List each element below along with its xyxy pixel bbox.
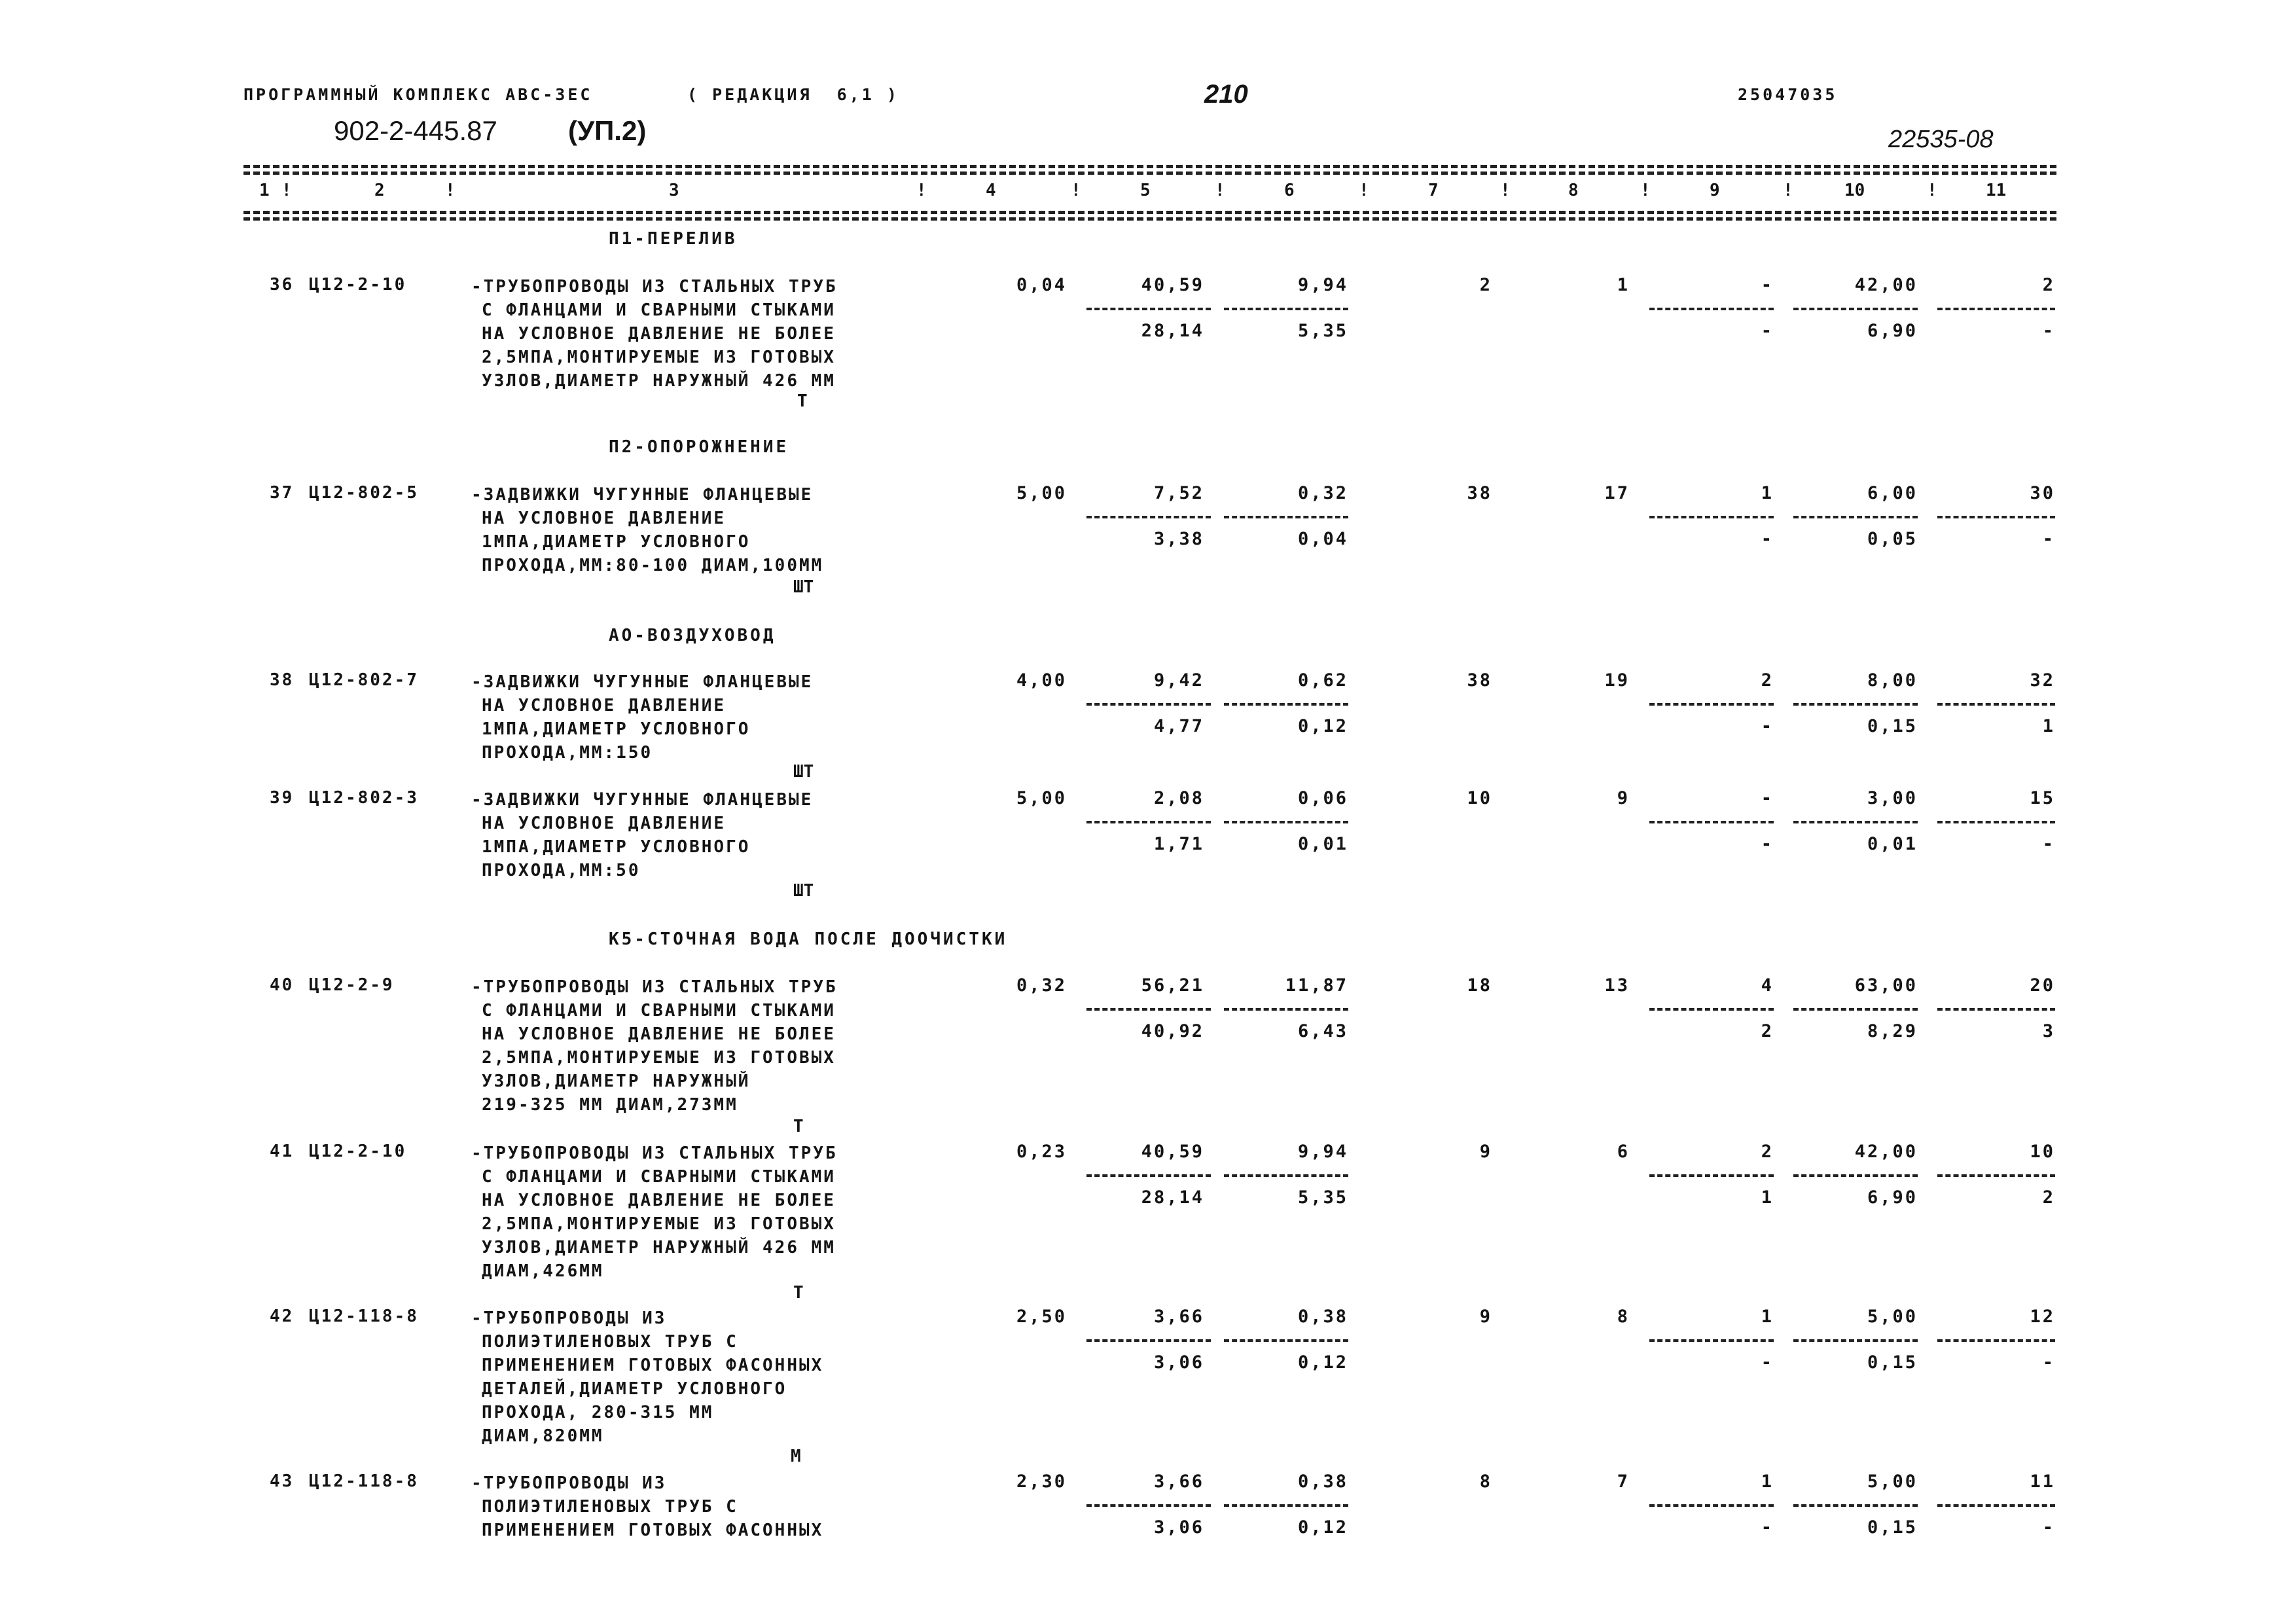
- row-description-line: ПРОХОДА,ММ:80-100 ДИАМ,100ММ: [482, 556, 824, 575]
- cell-col9: 1: [1761, 483, 1774, 503]
- cell-col5-sub: 1,71: [1153, 834, 1204, 854]
- cell-col11: 2: [2042, 275, 2055, 295]
- cell-divider: [1937, 308, 2055, 310]
- cell-divider: [1086, 1008, 1211, 1011]
- row-description-line: -ТРУБОПРОВОДЫ ИЗ СТАЛЬНЫХ ТРУБ: [471, 1144, 838, 1163]
- row-number: 36: [270, 275, 295, 295]
- cell-col6-sub: 0,01: [1297, 834, 1348, 854]
- program-name: ПРОГРАММНЫЙ КОМПЛЕКС АВС-3ЕС: [243, 85, 593, 104]
- cell-col11-sub: 1: [2042, 716, 2055, 736]
- cell-col11-sub: -: [2042, 1517, 2055, 1538]
- row-description-line: ПОЛИЭТИЛЕНОВЫХ ТРУБ С: [482, 1332, 738, 1352]
- cell-col8: 13: [1604, 975, 1630, 996]
- cell-col4: 0,23: [1016, 1142, 1067, 1162]
- cell-col5-sub: 4,77: [1153, 716, 1204, 736]
- cell-col9-sub: -: [1761, 834, 1774, 854]
- cell-col11-sub: 3: [2042, 1021, 2055, 1041]
- section-title: П1-ПЕРЕЛИВ: [609, 229, 738, 249]
- row-description-line: ПРОХОДА,ММ:50: [482, 861, 641, 880]
- col-sep: !: [1359, 181, 1369, 200]
- cell-col9-sub: -: [1761, 1517, 1774, 1538]
- edition-label: ( РЕДАКЦИЯ 6,1 ): [687, 85, 899, 104]
- row-description-line: НА УСЛОВНОЕ ДАВЛЕНИЕ: [482, 696, 726, 715]
- cell-col8: 17: [1604, 483, 1630, 503]
- cell-col11-sub: -: [2042, 321, 2055, 341]
- col-sep: !: [1215, 181, 1225, 200]
- row-description-line: -ТРУБОПРОВОДЫ ИЗ СТАЛЬНЫХ ТРУБ: [471, 277, 838, 297]
- col-sep: !: [1783, 181, 1793, 200]
- row-description-line: -ЗАДВИЖКИ ЧУГУННЫЕ ФЛАНЦЕВЫЕ: [471, 790, 814, 810]
- cell-col4: 0,04: [1016, 275, 1067, 295]
- row-description-line: 2,5МПА,МОНТИРУЕМЫЕ ИЗ ГОТОВЫХ: [482, 348, 836, 367]
- cell-col10: 42,00: [1854, 275, 1918, 295]
- cell-col10-sub: 6,90: [1867, 321, 1918, 341]
- cell-col10-sub: 0,05: [1867, 529, 1918, 549]
- row-unit: Т: [793, 1283, 804, 1303]
- row-code: Ц12-118-8: [309, 1307, 419, 1326]
- cell-col6: 11,87: [1285, 975, 1348, 996]
- row-description-line: 219-325 ММ ДИАМ,273ММ: [482, 1095, 738, 1115]
- row-description-line: 1МПА,ДИАМЕТР УСЛОВНОГО: [482, 719, 751, 739]
- cell-col5: 56,21: [1141, 975, 1204, 996]
- cell-col11: 15: [2030, 788, 2055, 808]
- cell-col10-sub: 8,29: [1867, 1021, 1918, 1041]
- cell-col6: 0,06: [1297, 788, 1348, 808]
- row-code: Ц12-802-3: [309, 788, 419, 808]
- row-description-line: ДИАМ,426ММ: [482, 1261, 604, 1281]
- cell-col11-sub: -: [2042, 529, 2055, 549]
- cell-col6: 0,32: [1297, 483, 1348, 503]
- doc-number: 22535-08: [1888, 126, 1994, 153]
- col-header-7: 7: [1428, 181, 1439, 200]
- cell-divider: [1086, 1174, 1211, 1177]
- row-description-line: -ЗАДВИЖКИ ЧУГУННЫЕ ФЛАНЦЕВЫЕ: [471, 672, 814, 692]
- cell-col10-sub: 0,15: [1867, 1352, 1918, 1373]
- cell-col6: 0,38: [1297, 1471, 1348, 1492]
- cell-col9: 1: [1761, 1307, 1774, 1327]
- cell-col11: 11: [2030, 1471, 2055, 1492]
- cell-col5: 3,66: [1153, 1471, 1204, 1492]
- cell-divider: [1649, 308, 1774, 310]
- row-code: Ц12-802-5: [309, 483, 419, 503]
- row-code: Ц12-2-9: [309, 975, 395, 995]
- row-number: 41: [270, 1142, 295, 1161]
- cell-col10-sub: 0,15: [1867, 716, 1918, 736]
- cell-divider: [1649, 821, 1774, 823]
- row-description-line: -ТРУБОПРОВОДЫ ИЗ: [471, 1473, 667, 1493]
- cell-divider: [1224, 1174, 1348, 1177]
- cell-col5: 40,59: [1141, 275, 1204, 295]
- cell-col10-sub: 0,15: [1867, 1517, 1918, 1538]
- cell-divider: [1649, 516, 1774, 518]
- cell-col9-sub: 1: [1761, 1187, 1774, 1208]
- project-number: 902-2-445.87: [334, 115, 497, 146]
- cell-divider: [1086, 1339, 1211, 1342]
- cell-col11-sub: 2: [2042, 1187, 2055, 1208]
- cell-divider: [1649, 1008, 1774, 1011]
- cell-col11: 10: [2030, 1142, 2055, 1162]
- col-sep: !: [1927, 181, 1937, 200]
- row-description-line: -ТРУБОПРОВОДЫ ИЗ: [471, 1308, 667, 1328]
- cell-divider: [1937, 703, 2055, 706]
- cell-col6: 0,62: [1297, 670, 1348, 691]
- row-number: 43: [270, 1471, 295, 1491]
- row-number: 38: [270, 670, 295, 690]
- cell-col7: 10: [1467, 788, 1492, 808]
- section-title: АО-ВОЗДУХОВОД: [609, 626, 776, 645]
- cell-col11-sub: -: [2042, 1352, 2055, 1373]
- cell-col5-sub: 3,06: [1153, 1352, 1204, 1373]
- row-description-line: УЗЛОВ,ДИАМЕТР НАРУЖНЫЙ 426 ММ: [482, 1238, 836, 1257]
- cell-divider: [1937, 1008, 2055, 1011]
- cell-col10: 5,00: [1867, 1471, 1918, 1492]
- col-header-4: 4: [986, 181, 996, 200]
- cell-col5-sub: 28,14: [1141, 321, 1204, 341]
- cell-col9: -: [1761, 275, 1774, 295]
- cell-divider: [1224, 821, 1348, 823]
- cell-col10: 6,00: [1867, 483, 1918, 503]
- cell-col4: 0,32: [1016, 975, 1067, 996]
- cell-divider: [1793, 1504, 1918, 1507]
- cell-col9: -: [1761, 788, 1774, 808]
- row-description-line: ДЕТАЛЕЙ,ДИАМЕТР УСЛОВНОГО: [482, 1379, 787, 1399]
- col-header-8: 8: [1568, 181, 1579, 200]
- row-description-line: УЗЛОВ,ДИАМЕТР НАРУЖНЫЙ: [482, 1072, 751, 1091]
- header-top-rule-2: [243, 171, 2056, 175]
- row-number: 40: [270, 975, 295, 995]
- row-description-line: НА УСЛОВНОЕ ДАВЛЕНИЕ НЕ БОЛЕЕ: [482, 1024, 836, 1044]
- cell-col7: 38: [1467, 483, 1492, 503]
- cell-divider: [1224, 516, 1348, 518]
- col-header-6: 6: [1284, 181, 1295, 200]
- row-code: Ц12-802-7: [309, 670, 419, 690]
- row-unit: ШТ: [793, 881, 814, 901]
- cell-col8: 7: [1617, 1471, 1630, 1492]
- cell-col9-sub: -: [1761, 529, 1774, 549]
- cell-divider: [1224, 1504, 1348, 1507]
- cell-col7: 18: [1467, 975, 1492, 996]
- cell-divider: [1086, 516, 1211, 518]
- cell-col4: 2,50: [1016, 1307, 1067, 1327]
- row-unit: М: [791, 1447, 801, 1466]
- col-header-3: 3: [669, 181, 679, 200]
- header-bottom-rule-2: [243, 217, 2056, 221]
- row-description-line: С ФЛАНЦАМИ И СВАРНЫМИ СТЫКАМИ: [482, 300, 836, 320]
- row-description-line: НА УСЛОВНОЕ ДАВЛЕНИЕ НЕ БОЛЕЕ: [482, 324, 836, 344]
- cell-col6-sub: 0,04: [1297, 529, 1348, 549]
- cell-col8: 8: [1617, 1307, 1630, 1327]
- cell-col6-sub: 5,35: [1297, 1187, 1348, 1208]
- row-unit: Т: [793, 1117, 804, 1136]
- cell-col5: 9,42: [1153, 670, 1204, 691]
- cell-col6: 9,94: [1297, 275, 1348, 295]
- cell-divider: [1224, 308, 1348, 310]
- col-header-10: 10: [1844, 181, 1865, 200]
- cell-divider: [1937, 1174, 2055, 1177]
- cell-col11: 12: [2030, 1307, 2055, 1327]
- row-unit: ШТ: [793, 762, 814, 782]
- cell-divider: [1793, 308, 1918, 310]
- row-description-line: 2,5МПА,МОНТИРУЕМЫЕ ИЗ ГОТОВЫХ: [482, 1048, 836, 1068]
- row-number: 39: [270, 788, 295, 808]
- cell-col5: 2,08: [1153, 788, 1204, 808]
- col-header-11: 11: [1986, 181, 2007, 200]
- cell-divider: [1086, 308, 1211, 310]
- row-code: Ц12-118-8: [309, 1471, 419, 1491]
- cell-col9: 1: [1761, 1471, 1774, 1492]
- cell-col5-sub: 40,92: [1141, 1021, 1204, 1041]
- cell-col6-sub: 5,35: [1297, 321, 1348, 341]
- cell-col8: 6: [1617, 1142, 1630, 1162]
- row-description-line: НА УСЛОВНОЕ ДАВЛЕНИЕ: [482, 814, 726, 833]
- col-header-9: 9: [1710, 181, 1720, 200]
- row-description-line: ПРОХОДА,ММ:150: [482, 743, 653, 763]
- cell-divider: [1086, 821, 1211, 823]
- cell-col10: 3,00: [1867, 788, 1918, 808]
- col-sep: !: [1640, 181, 1651, 200]
- cell-col5: 40,59: [1141, 1142, 1204, 1162]
- cell-divider: [1649, 703, 1774, 706]
- row-description-line: ДИАМ,820ММ: [482, 1426, 604, 1446]
- cell-col4: 5,00: [1016, 483, 1067, 503]
- section-title: К5-СТОЧНАЯ ВОДА ПОСЛЕ ДООЧИСТКИ: [609, 929, 1008, 949]
- cell-divider: [1649, 1504, 1774, 1507]
- cell-col4: 2,30: [1016, 1471, 1067, 1492]
- col-sep: !: [1500, 181, 1511, 200]
- cell-col9: 4: [1761, 975, 1774, 996]
- cell-divider: [1793, 516, 1918, 518]
- col-sep: !: [1071, 181, 1081, 200]
- cell-col6-sub: 0,12: [1297, 716, 1348, 736]
- cell-col7: 9: [1479, 1307, 1492, 1327]
- album-label: (УП.2): [568, 115, 647, 146]
- document-code: 25047035: [1738, 85, 1838, 104]
- cell-col10: 8,00: [1867, 670, 1918, 691]
- row-code: Ц12-2-10: [309, 275, 407, 295]
- cell-divider: [1224, 1339, 1348, 1342]
- cell-divider: [1937, 821, 2055, 823]
- cell-col9: 2: [1761, 670, 1774, 691]
- row-number: 42: [270, 1307, 295, 1326]
- cell-divider: [1086, 703, 1211, 706]
- cell-col7: 9: [1479, 1142, 1492, 1162]
- cell-col10-sub: 0,01: [1867, 834, 1918, 854]
- cell-col8: 19: [1604, 670, 1630, 691]
- cell-divider: [1793, 1174, 1918, 1177]
- cell-divider: [1224, 703, 1348, 706]
- cell-col10: 5,00: [1867, 1307, 1918, 1327]
- cell-col10-sub: 6,90: [1867, 1187, 1918, 1208]
- cell-col6-sub: 0,12: [1297, 1517, 1348, 1538]
- cell-col10: 42,00: [1854, 1142, 1918, 1162]
- row-description-line: ПРИМЕНЕНИЕМ ГОТОВЫХ ФАСОННЫХ: [482, 1356, 824, 1375]
- row-unit: Т: [797, 391, 808, 411]
- cell-col8: 9: [1617, 788, 1630, 808]
- row-number: 37: [270, 483, 295, 503]
- cell-col9-sub: -: [1761, 1352, 1774, 1373]
- col-sep: !: [445, 181, 456, 200]
- cell-col9-sub: -: [1761, 321, 1774, 341]
- cell-col4: 5,00: [1016, 788, 1067, 808]
- cell-col5: 3,66: [1153, 1307, 1204, 1327]
- header-bottom-rule: [243, 211, 2056, 214]
- cell-col10: 63,00: [1854, 975, 1918, 996]
- row-description-line: С ФЛАНЦАМИ И СВАРНЫМИ СТЫКАМИ: [482, 1167, 836, 1187]
- cell-col4: 4,00: [1016, 670, 1067, 691]
- row-description-line: -ЗАДВИЖКИ ЧУГУННЫЕ ФЛАНЦЕВЫЕ: [471, 485, 814, 505]
- cell-col6-sub: 0,12: [1297, 1352, 1348, 1373]
- cell-col5-sub: 3,38: [1153, 529, 1204, 549]
- cell-col6: 0,38: [1297, 1307, 1348, 1327]
- col-sep: !: [281, 181, 292, 200]
- row-description-line: ПРОХОДА, 280-315 ММ: [482, 1403, 714, 1422]
- cell-col9: 2: [1761, 1142, 1774, 1162]
- col-header-1: 1: [259, 181, 270, 200]
- cell-divider: [1793, 703, 1918, 706]
- cell-divider: [1937, 516, 2055, 518]
- row-description-line: -ТРУБОПРОВОДЫ ИЗ СТАЛЬНЫХ ТРУБ: [471, 977, 838, 997]
- row-description-line: НА УСЛОВНОЕ ДАВЛЕНИЕ: [482, 509, 726, 528]
- row-description-line: С ФЛАНЦАМИ И СВАРНЫМИ СТЫКАМИ: [482, 1001, 836, 1020]
- cell-col9-sub: 2: [1761, 1021, 1774, 1041]
- cell-divider: [1793, 1339, 1918, 1342]
- cell-col5-sub: 28,14: [1141, 1187, 1204, 1208]
- cell-col11: 30: [2030, 483, 2055, 503]
- cell-divider: [1649, 1174, 1774, 1177]
- cell-col7: 38: [1467, 670, 1492, 691]
- header-top-rule: [243, 165, 2056, 168]
- cell-col11-sub: -: [2042, 834, 2055, 854]
- row-description-line: 1МПА,ДИАМЕТР УСЛОВНОГО: [482, 532, 751, 552]
- row-code: Ц12-2-10: [309, 1142, 407, 1161]
- cell-col9-sub: -: [1761, 716, 1774, 736]
- row-description-line: ПРИМЕНЕНИЕМ ГОТОВЫХ ФАСОННЫХ: [482, 1521, 824, 1540]
- row-description-line: ПОЛИЭТИЛЕНОВЫХ ТРУБ С: [482, 1497, 738, 1517]
- col-sep: !: [916, 181, 927, 200]
- col-header-5: 5: [1140, 181, 1151, 200]
- row-description-line: УЗЛОВ,ДИАМЕТР НАРУЖНЫЙ 426 ММ: [482, 371, 836, 391]
- row-description-line: 2,5МПА,МОНТИРУЕМЫЕ ИЗ ГОТОВЫХ: [482, 1214, 836, 1234]
- cell-divider: [1937, 1504, 2055, 1507]
- cell-col7: 2: [1479, 275, 1492, 295]
- cell-col11: 32: [2030, 670, 2055, 691]
- row-unit: ШТ: [793, 577, 814, 597]
- cell-divider: [1793, 1008, 1918, 1011]
- row-description-line: НА УСЛОВНОЕ ДАВЛЕНИЕ НЕ БОЛЕЕ: [482, 1191, 836, 1210]
- cell-col5-sub: 3,06: [1153, 1517, 1204, 1538]
- row-description-line: 1МПА,ДИАМЕТР УСЛОВНОГО: [482, 837, 751, 857]
- cell-divider: [1793, 821, 1918, 823]
- cell-col6: 9,94: [1297, 1142, 1348, 1162]
- cell-col11: 20: [2030, 975, 2055, 996]
- cell-divider: [1937, 1339, 2055, 1342]
- cell-divider: [1224, 1008, 1348, 1011]
- cell-col8: 1: [1617, 275, 1630, 295]
- section-title: П2-ОПОРОЖНЕНИЕ: [609, 437, 789, 457]
- cell-divider: [1086, 1504, 1211, 1507]
- cell-col6-sub: 6,43: [1297, 1021, 1348, 1041]
- cell-divider: [1649, 1339, 1774, 1342]
- page-number: 210: [1204, 80, 1248, 109]
- col-header-2: 2: [374, 181, 385, 200]
- cell-col7: 8: [1479, 1471, 1492, 1492]
- cell-col5: 7,52: [1153, 483, 1204, 503]
